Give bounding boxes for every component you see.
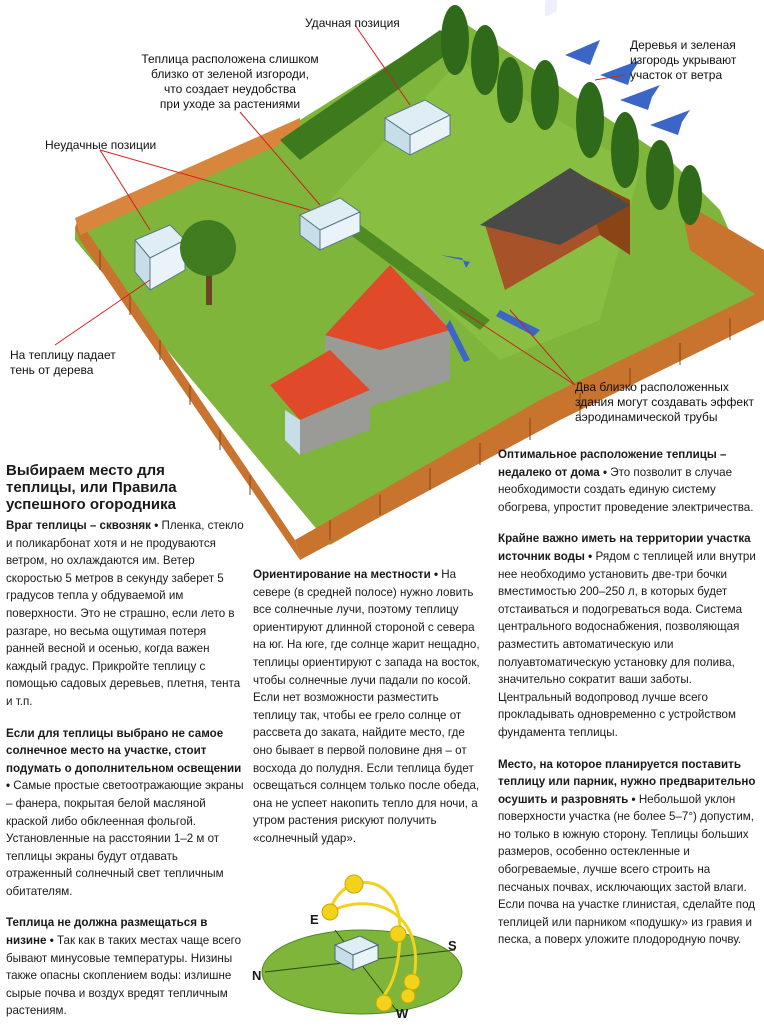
paragraph-body: Если нет возможности разместить теплицу так, чтобы ее грело солнце от рассвета до заката, найдите место, где оно бывает в первой половине дня – от восхода до полудня. Если теплица будет освещаться солнцем только после обеда, она не успеет накопить тепло для ночи, а утром растения рискуют получить «солнечный удар». (253, 691, 480, 845)
label-line: тень от дерева (10, 363, 94, 377)
compass-west: W (396, 1006, 409, 1021)
label-line: изгородь укрывают (630, 53, 737, 67)
paragraph-drain: Место, на которое планируется поставить теплицу или парник, нужно предварительно осушить и разровнять • Небольшой уклон поверхности участка (не более 5–7°) допустим, но только в южную сторону. Теплицы больших размеров, особенно остекленные и обогреваемые, лучше всего строить на песчаных почвах, исключающих застой влаги. Если почва на участке глинистая, сделайте под теплицей или парником «подушку» из гравия и песка, а поверх уложите плодородную почву. (498, 757, 756, 947)
label-line: близко от зеленой изгороди, (151, 67, 309, 81)
compass-south: S (448, 938, 457, 953)
paragraph-head: Теплица не должна размещаться в низине (6, 916, 208, 948)
label-buildings-note (575, 380, 760, 425)
label-line: при уходе за растениями (159, 97, 301, 111)
label-line: здания могут создавать эффект (575, 395, 754, 409)
paragraph-water: Крайне важно иметь на территории участка источник воды • Рядом с теплицей или внутри нее необходимо установить две-три бочки вместимостью 200–250 л, в которых будет отстаиваться и подогреваться вода. Система центрального водоснабжения, позволяющая разместить автоматическую или полуавтоматическую установку для полива, значительно сократит ваши заботы. Центральный водопровод лучше всего прокладывать одновременно с устройством фундамента теплицы. (498, 532, 756, 739)
paragraph-body: Рядом с теплицей или внутри нее необходимо установить две-три бочки вместимостью 200–250 л, в которых будет отстаиваться и подогреваться вода. Система центрального водоснабжения, позволяющая разместить автоматическую или полуавтоматическую установку для полива, значительно сократит ваши заботы. Центральный водопровод лучше всего прокладывать одновременно с устройством фундамента теплицы. (498, 549, 756, 739)
label-line: аэродинамической трубы (575, 410, 718, 424)
label-line: Деревья и зеленая (630, 38, 736, 52)
paragraph-head: Место, на которое планируется поставить теплицу или парник, нужно предварительно осушить и разровнять (498, 757, 756, 806)
compass-north: N (252, 968, 262, 983)
label-line: участок от ветра (630, 68, 723, 82)
label-line: Неудачные позиции (45, 138, 157, 152)
article-title (6, 462, 244, 513)
paragraph-head: Крайне важно иметь на территории участка источник воды (498, 532, 751, 563)
paragraph-lowland: Теплица не должна размещаться в низине • Так как в таких местах чаще всего бывают минусовые температуры. Низины также опасны скоплением воды: излишне сырые почва и воздух вредят тепличным растениям. (6, 916, 242, 1018)
paragraph-head: Враг теплицы – сквозняк (6, 519, 151, 532)
compass-east: E (310, 912, 319, 927)
paragraph-morning-sun (253, 689, 481, 847)
paragraph-head: Если для теплицы выбрано не самое солнечное место на участке, стоит подумать о дополнительном освещении (6, 726, 242, 775)
title-line: Выбираем место для (6, 462, 165, 479)
paragraph-body: Самые простые светоотражающие экраны – фанера, покрытая белой масляной краской либо обклеенная фольгой. Установленные на расстоянии 1–2 м от теплицы экраны будут отдавать отраженный солнечный свет тепличным обитателям. (6, 779, 244, 898)
article-column-2 (253, 566, 481, 862)
paragraph-lighting: Если для теплицы выбрано не самое солнечное место на участке, стоит подумать о дополнительном освещении • Самые простые светоотражающие экраны – фанера, покрытая белой масляной краской либо обклеенная фольгой. Установленные на расстоянии 1–2 м от теплицы экраны будут отдавать отраженный солнечный свет тепличным обитателям. (6, 726, 244, 898)
label-hedge-note (130, 52, 330, 112)
paragraph-body: Пленка, стекло и поликарбонат хотя и не продуваются ветром, но охлаждаются им. Ветер скоростью 5 метров в секунду заберет 5 градусов тепла у обдуваемой им поверхности. Это не страшно, если лето в разгаре, но весьма ощутимая потеря ранней весной и осенью, когда важен каждый градус. Прикройте теплицу с помощью садовых деревьев, плетня, тента и т.п. (6, 519, 244, 708)
paragraph-head: Оптимальное расположение теплицы – недалеко от дома (498, 448, 727, 479)
sun-path-svg (250, 870, 480, 1020)
paragraph-draft: Враг теплицы – сквозняк • Пленка, стекло и поликарбонат хотя и не продуваются ветром, но охлаждаются им. Ветер скоростью 5 метров в секунду заберет 5 градусов тепла у обдуваемой им поверхности. Это не страшно, если лето в разгаре, но весьма ощутимая потеря ранней весной и осенью, когда важен каждый градус. Прикройте теплицу с помощью садовых деревьев, плетня, тента и т.п. (6, 519, 244, 708)
paragraph-body: Это позволит в случае необходимости создать единую систему обогрева, упростит проведение электричества. (498, 465, 754, 514)
paragraph-body: Так как в таких местах чаще всего бывают минусовые температуры. Низины также опасны скоплением воды: излишне сырые почва и воздух вредят тепличным растениям. (6, 934, 242, 1018)
label-good-position-text: Удачная позиция (305, 16, 400, 30)
article-column-1 (6, 462, 244, 1034)
paragraph-body: Небольшой уклон поверхности участка (не более 5–7°) допустим, но только в южную сторону. Теплицы больших размеров, особенно остекленные и обогреваемые, лучше всего строить на песчаных почвах, исключающих застой влаги. Если почва на участке глинистая, сделайте под теплицей или парником «подушку» из гравия и песка, а поверх уложите плодородную почву. (498, 792, 756, 947)
label-line: что создает неудобства (164, 82, 296, 96)
label-shade-note (10, 348, 116, 378)
label-bad-positions (45, 138, 156, 153)
label-good-position (305, 16, 400, 31)
article-column-3 (498, 446, 760, 963)
label-line: На теплицу падает (10, 348, 116, 362)
title-line: теплицы, или Правила (6, 479, 177, 496)
sun-path-diagram (250, 870, 480, 1020)
paragraph-near-house: Оптимальное расположение теплицы – недалеко от дома • Это позволит в случае необходимости создать единую систему обогрева, упростит проведение электричества. (498, 448, 754, 514)
paragraph-head: Ориентирование на местности (253, 568, 431, 581)
paragraph-orientation: Ориентирование на местности • На севере (в средней полосе) нужно ловить все солнечные лучи, поэтому теплицу ориентируют длинной стороной с севера на юг. На юге, где солнце жарит нещадно, теплицы ориентируют с запада на восток, чтобы солнечные лучи падали по косой. (253, 568, 480, 687)
label-line: Два близко расположенных (575, 380, 729, 394)
label-line: Теплица расположена слишком (141, 52, 319, 66)
label-trees-note (630, 38, 760, 83)
title-line: успешного огородника (6, 496, 176, 513)
paragraph-body: На севере (в средней полосе) нужно ловить все солнечные лучи, поэтому теплицу ориентируют длинной стороной с севера на юг. На юге, где солнце жарит нещадно, теплицы ориентируют с запада на восток, чтобы солнечные лучи падали по косой. (253, 568, 480, 687)
